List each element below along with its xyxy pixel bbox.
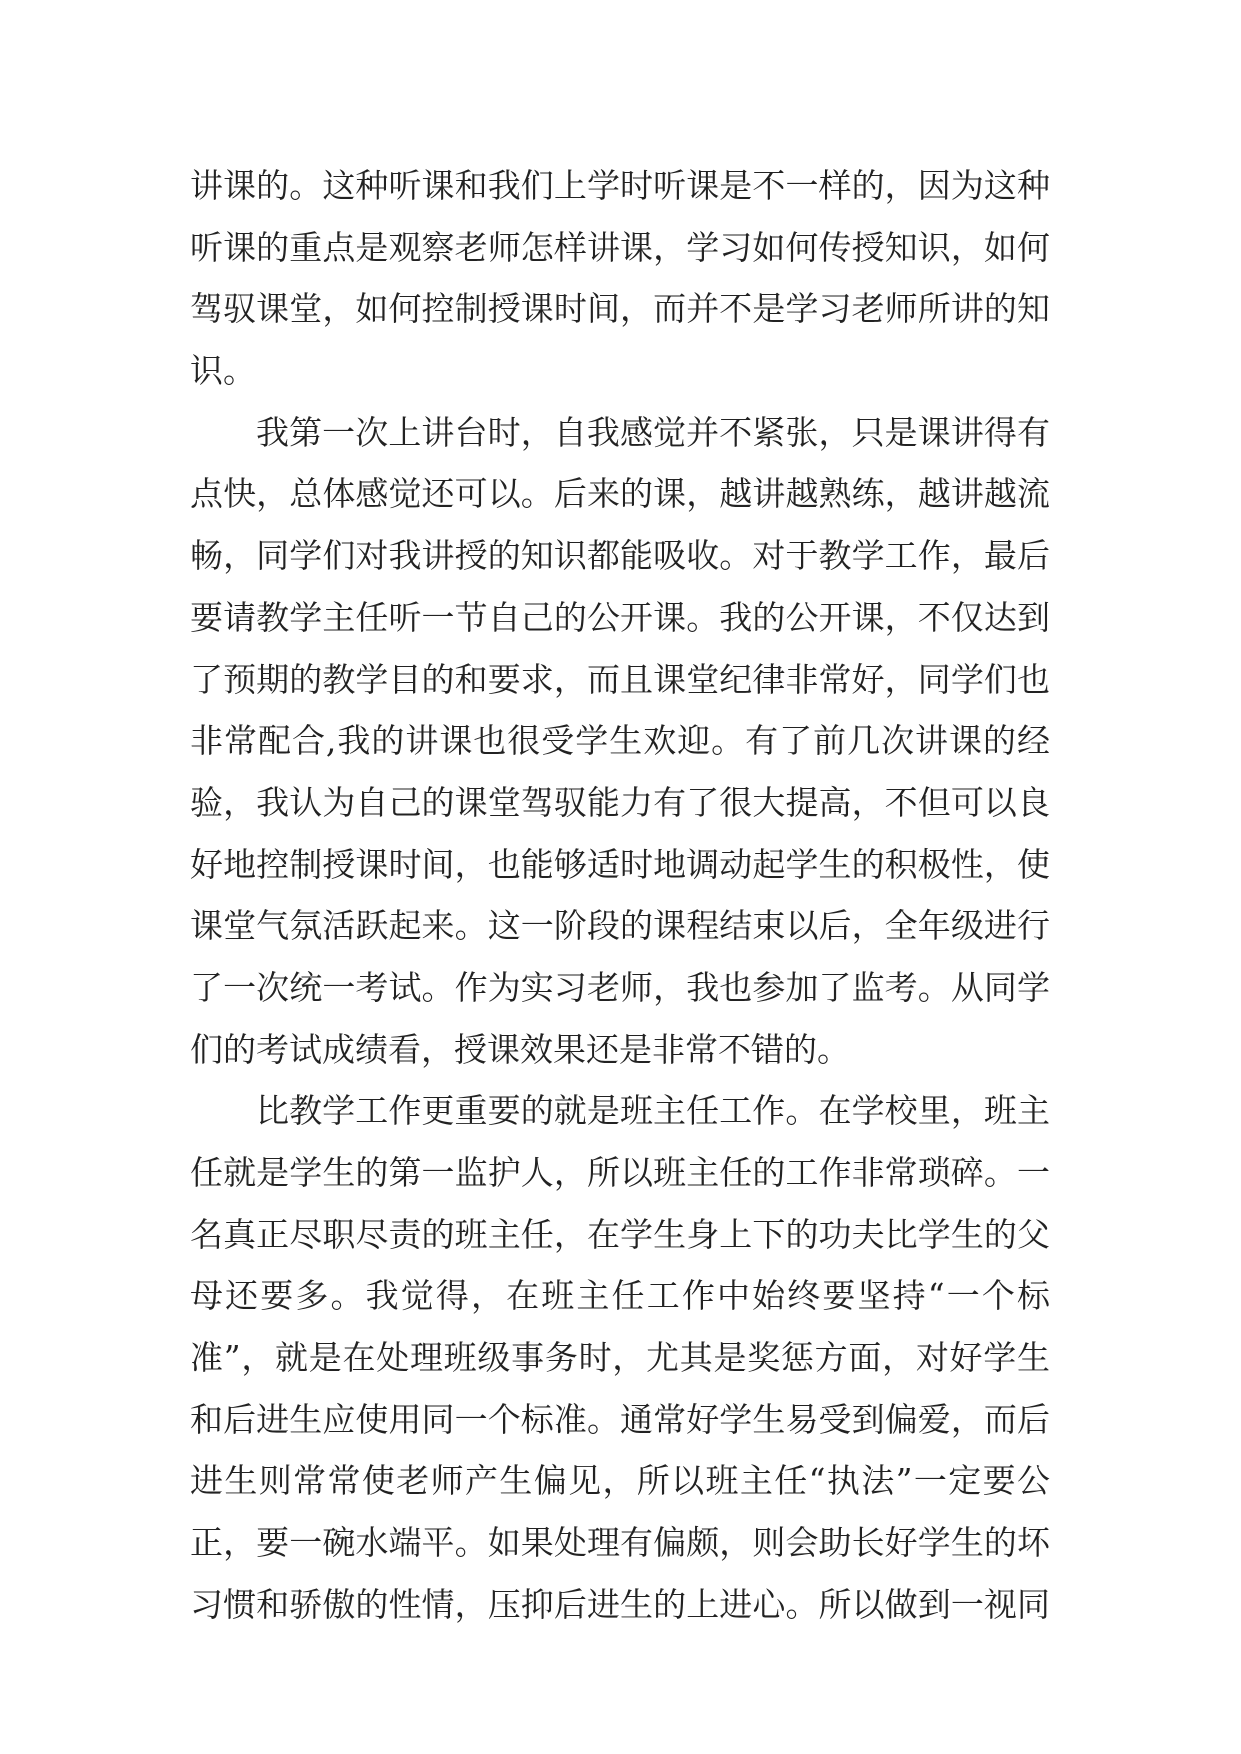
text-line: 点快，总体感觉还可以。后来的课，越讲越熟练，越讲越流 xyxy=(190,474,1050,514)
text-line: 验，我认为自己的课堂驾驭能力有了很大提高，不但可以良 xyxy=(190,782,1050,822)
text-line: 名真正尽职尽责的班主任，在学生身上下的功夫比学生的父 xyxy=(190,1214,1050,1254)
text-line: 了一次统一考试。作为实习老师，我也参加了监考。从同学 xyxy=(190,967,1050,1007)
text-line: 任就是学生的第一监护人，所以班主任的工作非常琐碎。一 xyxy=(190,1153,1050,1192)
text-line: 好地控制授课时间，也能够适时地调动起学生的积极性，使 xyxy=(190,844,1050,884)
text-line: 们的考试成绩看，授课效果还是非常不错的。 xyxy=(190,1029,850,1069)
text-line: 课堂气氛活跃起来。这一阶段的课程结束以后，全年级进行 xyxy=(190,906,1050,946)
paragraph-3 xyxy=(190,1080,1050,1635)
text-line: 驾驭课堂，如何控制授课时间，而并不是学习老师所讲的知 xyxy=(190,289,1050,329)
paragraph-1 xyxy=(190,155,1050,402)
paragraph-2 xyxy=(190,402,1050,1081)
text-line: 比教学工作更重要的就是班主任工作。在学校里，班主 xyxy=(256,1091,1050,1131)
text-line: 畅，同学们对我讲授的知识都能吸收。对于教学工作，最后 xyxy=(190,536,1050,576)
text-line: 母还要多。我觉得，在班主任工作中始终要坚持“一个标 xyxy=(190,1276,1050,1316)
text-line: 和后进生应使用同一个标准。通常好学生易受到偏爱，而后 xyxy=(190,1399,1050,1439)
text-line: 了预期的教学目的和要求，而且课堂纪律非常好，同学们也 xyxy=(190,659,1050,699)
text-line: 讲课的。这种听课和我们上学时听课是不一样的，因为这种 xyxy=(190,166,1050,205)
text-line: 习惯和骄傲的性情，压抑后进生的上进心。所以做到一视同 xyxy=(190,1584,1050,1624)
text-line: 准”，就是在处理班级事务时，尤其是奖惩方面，对好学生 xyxy=(190,1338,1050,1378)
text-line: 听课的重点是观察老师怎样讲课，学习如何传授知识，如何 xyxy=(190,227,1050,267)
text-line: 要请教学主任听一节自己的公开课。我的公开课，不仅达到 xyxy=(190,597,1050,637)
text-line: 我第一次上讲台时，自我感觉并不紧张，只是课讲得有 xyxy=(256,412,1050,452)
body-text xyxy=(190,155,1050,1636)
text-line: 非常配合,我的讲课也很受学生欢迎。有了前几次讲课的经 xyxy=(190,721,1050,761)
text-line: 正，要一碗水端平。如果处理有偏颇，则会助长好学生的坏 xyxy=(190,1523,1050,1563)
text-line: 识。 xyxy=(190,351,256,391)
text-line: 进生则常常使老师产生偏见，所以班主任“执法”一定要公 xyxy=(190,1461,1050,1501)
